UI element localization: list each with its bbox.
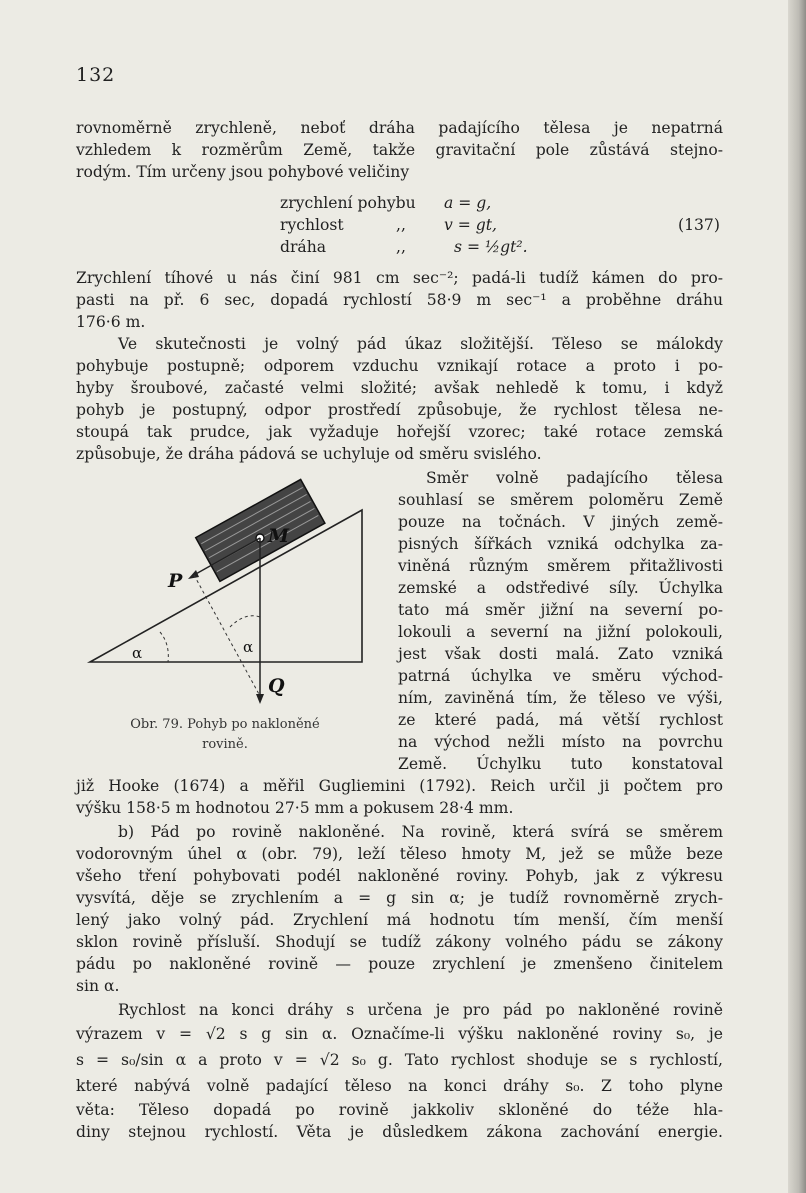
text-line: pisných šířkách vzniká odchylka za- (398, 535, 723, 553)
text-line: výrazem v = √2 s g sin α. Označíme-li výšku nakloněné roviny s₀, je (76, 1025, 723, 1043)
figure-caption: Obr. 79. Pohyb po nakloněné (130, 717, 320, 732)
label-angle-base: α (132, 644, 143, 662)
figure-caption: rovině. (202, 737, 248, 752)
text-line: pasti na př. 6 sec, dopadá rychlostí 58·9 m sec⁻¹ a proběhne dráhu (76, 291, 723, 309)
text-line: lený jako volný pád. Zrychlení má hodnotu tím menší, čím menší (76, 911, 723, 929)
text-line: Zrychlení tíhové u nás činí 981 cm sec⁻²; padá-li tudíž kámen do pro- (76, 269, 723, 287)
text-line: Země. Úchylku tuto konstatoval (398, 755, 723, 773)
text-line: ze které padá, má větší rychlost (398, 711, 723, 729)
text-line: již Hooke (1674) a měřil Gugliemini (1792). Reich určil ji počtem pro (76, 777, 723, 795)
text-line: vodorovným úhel α (obr. 79), leží těleso hmoty M, jež se může beze (76, 845, 723, 863)
text-line: ním, zaviněná tím, že těleso ve výši, (398, 689, 723, 707)
page-edge (788, 0, 806, 1193)
label-force-q: Q (268, 675, 285, 697)
equation-expr: s = ½gt². (454, 238, 528, 256)
text-line: s = s₀/sin α a proto v = √2 s₀ g. Tato rychlost shoduje se s rychlostí, (76, 1051, 723, 1069)
text-line: stoupá tak prudce, jak vyžaduje hořejší vzorec; také rotace zemská (76, 423, 723, 441)
text-line: pouze na točnách. V jiných země- (398, 513, 723, 531)
equation-label: zrychlení pohybu (280, 194, 416, 212)
text-line: na východ nežli místo na povrchu (398, 733, 723, 751)
text-line: sin α. (76, 977, 120, 995)
text-line: souhlasí se směrem poloměru Země (398, 491, 723, 509)
label-mass: M (268, 525, 290, 547)
equation-label: rychlost (280, 216, 344, 234)
text-line: výšku 158·5 m hodnotou 27·5 mm a pokusem 28·4 mm. (76, 799, 514, 817)
text-line: 176·6 m. (76, 313, 146, 331)
text-line: Ve skutečnosti je volný pád úkaz složitější. Těleso se málokdy (118, 335, 723, 353)
text-line: Rychlost na konci dráhy s určena je pro pád po nakloněné rovině (118, 1001, 723, 1019)
text-line: hyby šroubové, začasté velmi složité; avšak nehledě k tomu, i když (76, 379, 723, 397)
text-line: pohyb je postupný, odpor prostředí způsobuje, že rychlost tělesa ne- (76, 401, 723, 419)
text-line: vysvítá, děje se zrychlením a = g sin α; je tudíž rovnoměrně zrych- (76, 889, 723, 907)
text-line: všeho tření pohybovati podél nakloněné roviny. Pohyb, jak z výkresu (76, 867, 723, 885)
equation-label: dráha (280, 238, 327, 256)
equation-mark: ,, (396, 238, 406, 256)
equation-number: (137) (678, 216, 720, 234)
text-line: b) Pád po rovině nakloněné. Na rovině, která svírá se směrem (118, 823, 723, 841)
text-line: sklon rovině přísluší. Shodují se tudíž zákony volného pádu se zákony (76, 933, 723, 951)
text-line: pádu po nakloněné rovině — pouze zrychlení je zmenšeno činitelem (76, 955, 723, 973)
text-line: vzhledem k rozměrům Země, takže gravitační pole zůstává stejno- (76, 141, 723, 159)
text-line: viněná různým směrem přitažlivosti (398, 557, 723, 575)
label-force-p: P (168, 570, 183, 592)
equation-expr: v = gt, (444, 216, 497, 234)
text-line: zemské a odstředivé síly. Úchylka (398, 579, 723, 597)
equation-mark: ,, (396, 216, 406, 234)
figure-inclined-plane (80, 472, 380, 712)
text-line: patrná úchylka ve směru východ- (398, 667, 723, 685)
text-line: jest však dosti malá. Zato vzniká (398, 645, 723, 663)
label-angle-force: α (243, 638, 254, 656)
text-line: Směr volně padajícího tělesa (426, 469, 723, 487)
text-line: tato má směr jižní na severní po- (398, 601, 723, 619)
page-number: 132 (76, 64, 116, 86)
equation-expr: a = g, (444, 194, 492, 212)
text-line: diny stejnou rychlostí. Věta je důsledkem zákona zachování energie. (76, 1123, 723, 1141)
text-line: lokouli a severní na jižní polokouli, (398, 623, 723, 641)
text-line: věta: Těleso dopadá po rovině jakkoliv skloněné do téže hla- (76, 1101, 723, 1119)
text-line: rovnoměrně zrychleně, neboť dráha padajícího tělesa je nepatrná (76, 119, 723, 137)
text-line: způsobuje, že dráha pádová se uchyluje od směru svislého. (76, 445, 542, 463)
text-line: které nabývá volně padající těleso na konci dráhy s₀. Z toho plyne (76, 1077, 723, 1095)
text-line: rodým. Tím určeny jsou pohybové veličiny (76, 163, 410, 181)
text-line: pohybuje postupně; odporem vzduchu vznikají rotace a proto i po- (76, 357, 723, 375)
